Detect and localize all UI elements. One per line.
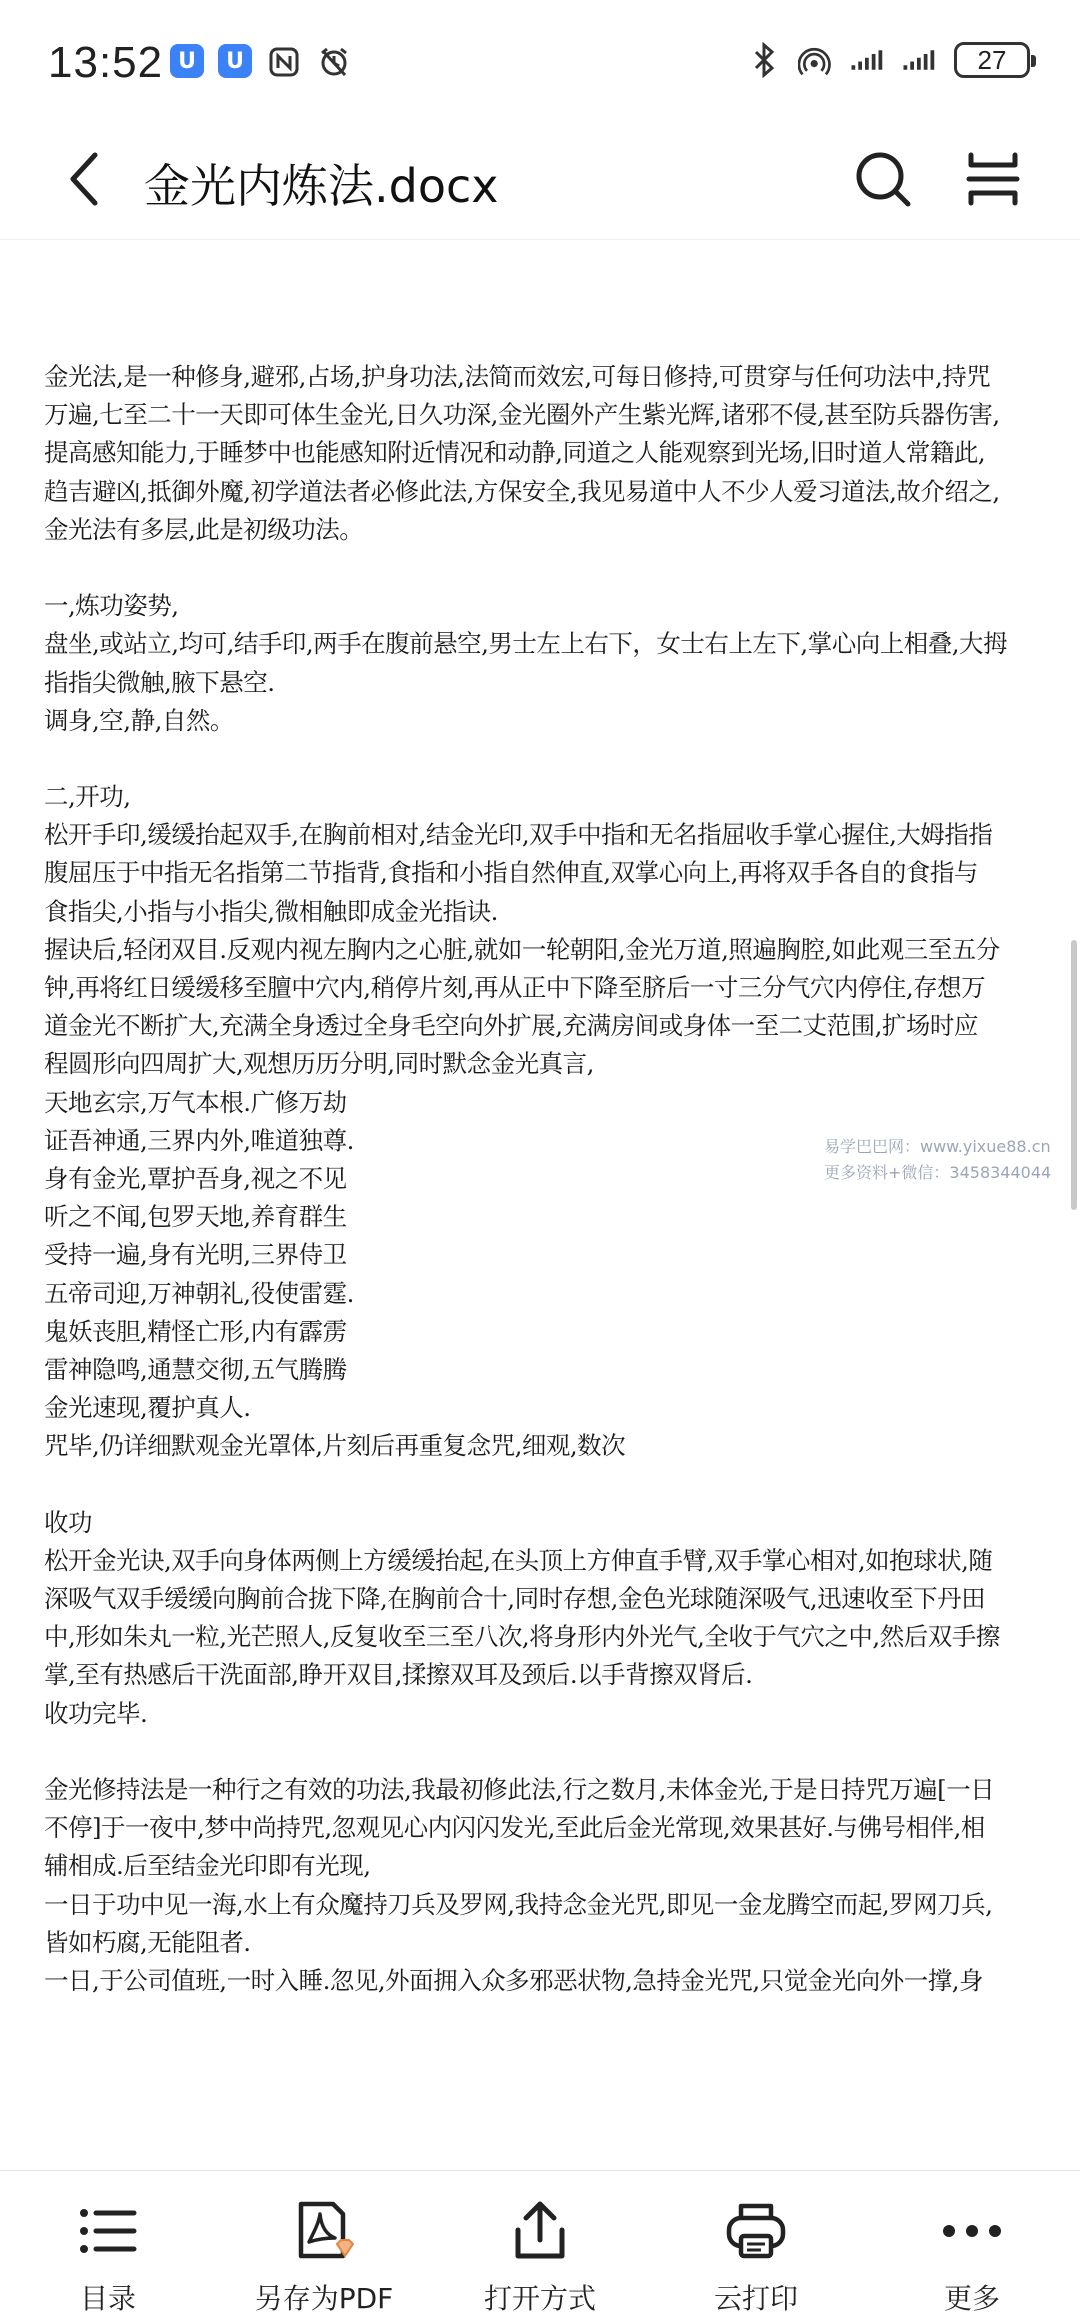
signal-icon (902, 42, 938, 78)
nfc-icon (266, 44, 302, 80)
document-line: 握诀后,轻闭双目.反观内视左胸内之心脏,就如一轮朝阳,金光万道,照遍胸腔,如此观三至五分 (44, 934, 1000, 964)
document-line: 皆如朽腐,无能阻者. (44, 1927, 251, 1957)
save-as-pdf-button[interactable] (216, 2171, 432, 2324)
document-line: 一日,于公司值班,一时入睡.忽见,外面拥入众多邪恶状物,急持金光咒,只觉金光向外一撑,身 (44, 1965, 984, 1995)
document-line: 调身,空,静,自然。 (44, 705, 234, 735)
list-icon (76, 2199, 140, 2263)
pdf-icon (292, 2199, 356, 2263)
save-as-pdf-label: 另存为PDF (254, 2282, 394, 2315)
title-bar (0, 120, 1080, 240)
document-line: 金光法有多层,此是初级功法。 (44, 514, 364, 544)
watermark-line: 更多资料+微信：3458344044 (824, 1163, 1052, 1182)
open-with-label: 打开方式 (483, 2282, 596, 2315)
toc-label: 目录 (79, 2282, 136, 2315)
document-line: 松开手印,缓缓抬起双手,在胸前相对,结金光印,双手中指和无名指屈收手掌心握住,大姆指指 (44, 820, 993, 850)
open-with-button[interactable] (432, 2171, 648, 2324)
search-icon (854, 150, 912, 208)
document-line: 腹屈压于中指无名指第二节指背,食指和小指自然伸直,双掌心向上,再将双手各自的食指与 (44, 858, 978, 888)
share-icon (508, 2199, 572, 2263)
document-line: 一日于功中见一海,水上有众魔持刀兵及罗网,我持念金光咒,即见一金龙腾空而起,罗网刀兵, (44, 1889, 993, 1919)
toc-button[interactable] (0, 2171, 216, 2324)
document-line: 辅相成.后至结金光印即有光现, (44, 1851, 371, 1881)
document-line: 掌,至有热感后干洗面部,睁开双目,揉擦双耳及颈后.以手背擦双肾后. (44, 1660, 753, 1690)
document-line: 金光法,是一种修身,避邪,占场,护身功法,法简而效宏,可每日修持,可贯穿与任何功法中,持咒 (44, 362, 991, 391)
document-line: 五帝司迎,万神朝礼,役使雷霆. (44, 1278, 354, 1308)
bluetooth-icon (746, 42, 782, 78)
document-line: 收功 (44, 1507, 92, 1537)
paragraph-gap (44, 1465, 1064, 1503)
document-line: 钟,再将红日缓缓移至膻中穴内,稍停片刻,再从正中下降至脐后一寸三分气穴内停住,存想万 (44, 973, 986, 1002)
scrollbar[interactable] (1071, 940, 1077, 1210)
search-button[interactable] (848, 144, 918, 214)
more-dots-icon (940, 2199, 1004, 2263)
back-arrow-icon (65, 151, 105, 207)
status-time: 13:52 (48, 38, 164, 87)
document-line: 提高感知能力,于睡梦中也能感知附近情况和动静,同道之人能观察到光场,旧时道人常籍此, (44, 438, 986, 468)
document-line: 食指尖,小指与小指尖,微相触即成金光指诀. (44, 896, 498, 926)
document-line: 松开金光诀,双手向身体两侧上方缓缓抬起,在头顶上方伸直手臂,双手掌心相对,如抱球状,随 (44, 1545, 993, 1575)
back-button[interactable] (50, 144, 120, 214)
more-label: 更多 (943, 2282, 1000, 2315)
document-line: 程圆形向四周扩大,观想历历分明,同时默念金光真言, (44, 1049, 594, 1079)
document-line: 收功完毕. (44, 1698, 148, 1728)
document-line: 一,炼功姿势, (44, 591, 179, 621)
status-right-icons (746, 42, 1030, 78)
document-line: 金光修持法是一种行之有效的功法,我最初修此法,行之数月,未体金光,于是日持咒万遍[一日 (44, 1774, 995, 1804)
document-line: 趋吉避凶,抵御外魔,初学道法者必修此法,方保安全,我见易道中人不少人爱习道法,故介绍之, (44, 476, 1000, 506)
watermark (824, 1134, 1051, 1186)
document-line: 二,开功, (44, 782, 131, 812)
battery-indicator: 27 (954, 42, 1030, 78)
document-line: 受持一遍,身有光明,三界侍卫 (44, 1240, 347, 1270)
app-notification-icon: U (170, 44, 204, 78)
notification-icons (170, 44, 352, 80)
document-line: 金光速现,覆护真人. (44, 1393, 251, 1423)
hotspot-icon (798, 42, 834, 78)
paragraph-gap (44, 1733, 1064, 1771)
document-line: 万遍,七至二十一天即可体生金光,日久功深,金光圈外产生紫光辉,诸邪不侵,甚至防兵器伤害, (44, 400, 1000, 430)
document-title: 金光内炼法.docx (144, 159, 499, 213)
cloud-print-label: 云打印 (713, 2282, 798, 2315)
document-line: 盘坐,或站立,均可,结手印,两手在腹前悬空,男士左上右下，女士右上左下,掌心向上相叠,大拇 (44, 629, 1008, 659)
document-line: 身有金光,覃护吾身,视之不见 (44, 1163, 347, 1193)
document-line: 雷神隐鸣,通慧交彻,五气腾腾 (44, 1354, 347, 1384)
bottom-toolbar (0, 2170, 1080, 2324)
document-line: 鬼妖丧胆,精怪亡形,内有霹雳 (44, 1316, 347, 1346)
document-line: 咒毕,仍详细默观金光罩体,片刻后再重复念咒,细观,数次 (44, 1431, 626, 1461)
alarm-icon (316, 44, 352, 80)
document-line: 指指尖微触,腋下悬空. (44, 667, 275, 697)
reading-mode-icon (965, 151, 1021, 207)
app-notification-icon: U (218, 44, 252, 78)
document-line: 道金光不断扩大,充满全身透过全身毛空向外扩展,充满房间或身体一至二丈范围,扩场时应 (44, 1011, 978, 1041)
printer-icon (724, 2199, 788, 2263)
more-button[interactable] (864, 2171, 1080, 2324)
document-line: 中,形如朱丸一粒,光芒照人,反复收至三至八次,将身形内外光气,全收于气穴之中,然后双手擦 (44, 1622, 1000, 1652)
paragraph-gap (44, 549, 1064, 587)
status-bar (0, 0, 1080, 120)
document-line: 深吸气双手缓缓向胸前合拢下降,在胸前合十,同时存想,金色光球随深吸气,迅速收至下丹田 (44, 1584, 986, 1613)
document-line: 不停]于一夜中,梦中尚持咒,忽观见心内闪闪发光,至此后金光常现,效果甚好.与佛号相伴,相 (44, 1813, 985, 1843)
signal-icon (850, 42, 886, 78)
document-line: 听之不闻,包罗天地,养育群生 (44, 1202, 347, 1232)
reading-mode-button[interactable] (958, 144, 1028, 214)
document-line: 天地玄宗,万气本根.广修万劫 (44, 1087, 347, 1117)
watermark-line: 易学巴巴网：www.yixue88.cn (824, 1137, 1051, 1156)
paragraph-gap (44, 740, 1064, 778)
cloud-print-button[interactable] (648, 2171, 864, 2324)
document-line: 证吾神通,三界内外,唯道独尊. (44, 1125, 354, 1155)
